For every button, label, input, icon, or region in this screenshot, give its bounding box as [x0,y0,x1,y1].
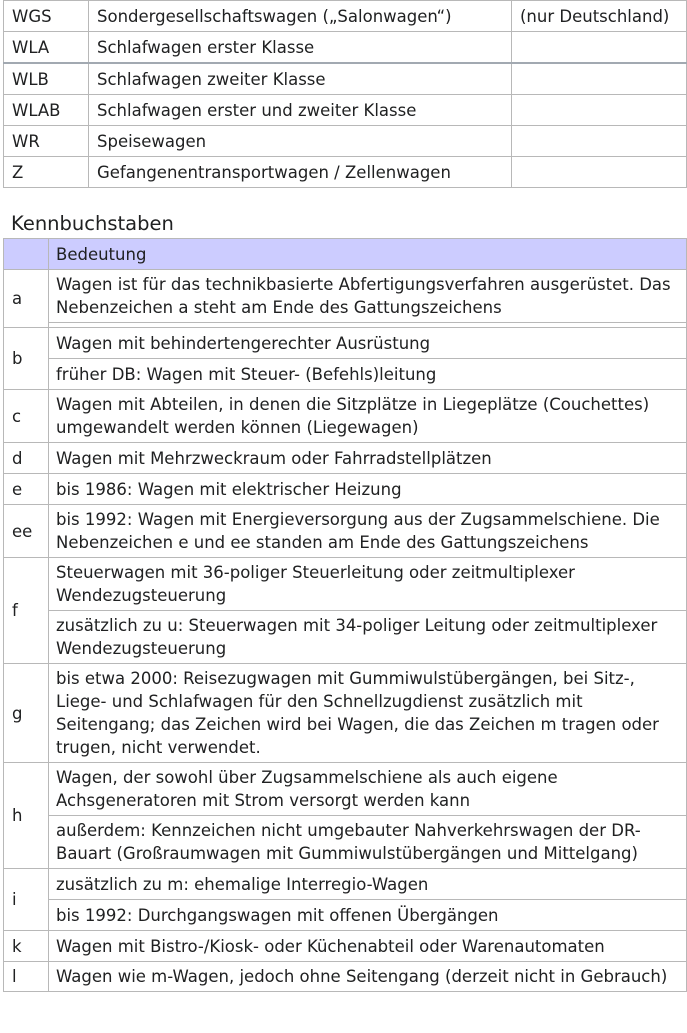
table-row [4,157,687,188]
type-note [512,126,687,157]
type-note: (nur Deutschland) [512,1,687,32]
type-note [512,95,687,126]
table-row [4,95,687,126]
code-meaning: zusätzlich zu m: ehemalige Interregio-Wagen [49,869,687,900]
table-row [4,359,687,390]
column-header-code [4,239,49,270]
table-row [4,474,687,505]
table-row [4,900,687,931]
code-meaning: Wagen, der sowohl über Zugsammelschiene als auch eigene Achsgeneratoren mit Strom versorgt werden kann [49,763,687,816]
table-row [4,505,687,558]
type-description: Schlafwagen erster und zweiter Klasse [89,95,512,126]
type-description: Gefangenentransportwagen / Zellenwagen [89,157,512,188]
type-code: WLB [4,63,89,95]
type-description: Schlafwagen zweiter Klasse [89,63,512,95]
type-code: WLA [4,32,89,64]
code-meaning: Wagen mit Mehrzweckraum oder Fahrradstellplätzen [49,443,687,474]
table-row [4,962,687,992]
type-note [512,63,687,95]
table-header-row [4,239,687,270]
table-row [4,763,687,816]
table-row [4,931,687,962]
type-code: Z [4,157,89,188]
table-row [4,328,687,359]
code-letter: e [4,474,49,505]
code-meaning: Wagen mit Bistro-/Kiosk- oder Küchenabteil oder Warenautomaten [49,931,687,962]
type-description: Schlafwagen erster Klasse [89,32,512,64]
table-row [4,664,687,763]
code-letter: ee [4,505,49,558]
section-heading: Kennbuchstaben [11,212,174,235]
code-letter: g [4,664,49,763]
code-meaning: früher DB: Wagen mit Steuer- (Befehls)leitung [49,359,687,390]
table-row [4,32,687,64]
table-row [4,390,687,443]
code-meaning: Wagen mit behindertengerechter Ausrüstung [49,328,687,359]
table-row [4,869,687,900]
code-letter: c [4,390,49,443]
table-row [4,816,687,869]
table-row [4,270,687,323]
type-code: WLAB [4,95,89,126]
code-letter: a [4,270,49,328]
code-letter: b [4,328,49,390]
code-letters-table [3,238,687,992]
code-meaning: bis etwa 2000: Reisezugwagen mit Gummiwulstübergängen, bei Sitz-, Liege- und Schlafwagen für den Schnellzugdienst zusätzlich mit Seitengang; das Zeichen wird bei Wagen, die das Zeichen m tragen oder trugen, nicht verwendet. [49,664,687,763]
code-meaning: Steuerwagen mit 36-poliger Steuerleitung oder zeitmultiplexer Wendezugsteuerung [49,558,687,611]
code-letter: f [4,558,49,664]
type-note [512,32,687,64]
table-row [4,558,687,611]
code-letter: l [4,962,49,992]
code-letter: d [4,443,49,474]
wagon-type-table [3,0,687,188]
table-row [4,443,687,474]
type-description: Speisewagen [89,126,512,157]
type-description: Sondergesellschaftswagen („Salonwagen“) [89,1,512,32]
code-letter: k [4,931,49,962]
code-meaning: bis 1992: Wagen mit Energieversorgung aus der Zugsammelschiene. Die Nebenzeichen e und ee standen am Ende des Gattungszeichens [49,505,687,558]
table-row [4,63,687,95]
code-meaning: außerdem: Kennzeichen nicht umgebauter Nahverkehrswagen der DR-Bauart (Großraumwagen mit Gummiwulstübergängen und Mittelgang) [49,816,687,869]
table-row [4,611,687,664]
code-meaning: bis 1992: Durchgangswagen mit offenen Übergängen [49,900,687,931]
code-letter: h [4,763,49,869]
type-code: WR [4,126,89,157]
type-note [512,157,687,188]
table-row [4,126,687,157]
code-meaning: Wagen mit Abteilen, in denen die Sitzplätze in Liegeplätze (Couchettes) umgewandelt werden können (Liegewagen) [49,390,687,443]
code-letter: i [4,869,49,931]
column-header-meaning: Bedeutung [49,239,687,270]
code-meaning: bis 1986: Wagen mit elektrischer Heizung [49,474,687,505]
code-meaning: Wagen wie m-Wagen, jedoch ohne Seitengang (derzeit nicht in Gebrauch) [49,962,687,992]
type-code: WGS [4,1,89,32]
table-row [4,1,687,32]
code-meaning: zusätzlich zu u: Steuerwagen mit 34-poliger Leitung oder zeitmultiplexer Wendezugsteuerung [49,611,687,664]
code-meaning: Wagen ist für das technikbasierte Abfertigungsverfahren ausgerüstet. Das Nebenzeichen a steht am Ende des Gattungszeichens [49,270,687,323]
